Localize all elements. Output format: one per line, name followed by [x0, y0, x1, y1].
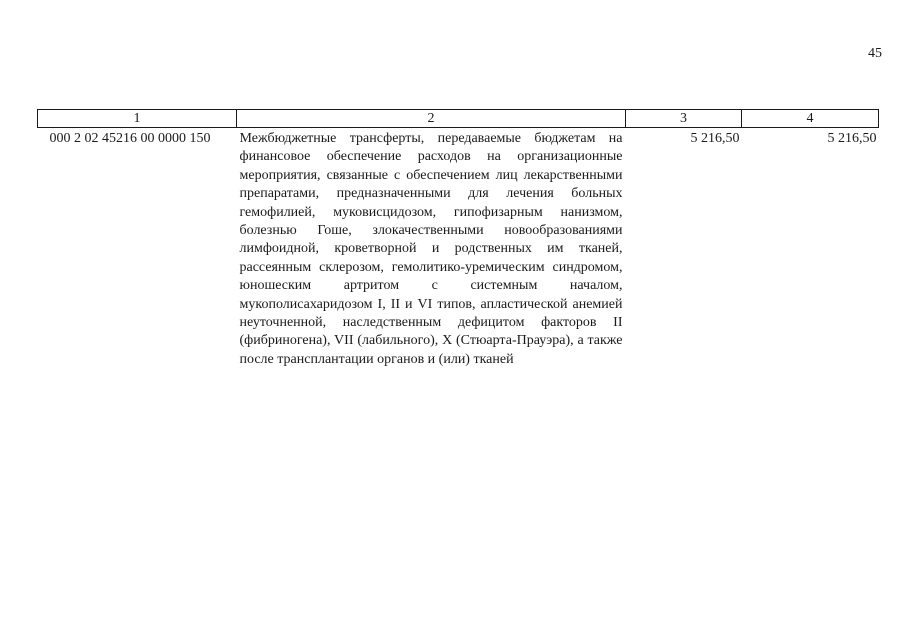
table-row [38, 128, 879, 370]
column-header-4: 4 [742, 110, 879, 128]
page-number: 45 [868, 46, 882, 61]
budget-table [37, 109, 879, 369]
header-row [38, 110, 879, 128]
column-header-1: 1 [38, 110, 237, 128]
column-header-2: 2 [237, 110, 626, 128]
amount-cell-4: 5 216,50 [827, 131, 877, 146]
description-cell: Межбюджетные трансферты, передаваемые бюджетам на финансовое обеспечение расходов на организационные мероприятия, связанные с обеспечением лиц лекарственными препаратами, предназначенными для лечения больных гемофилией, муковисцидозом, гипофизарным нанизмом, болезнью Гоше, злокачественными новообразованиями лимфоидной, кроветворной и родственных им тканей, рассеянным склерозом, гемолитико-уремическим синдромом, юношеским артритом с системным началом, мукополисахаридозом I, II и VI типов, апластической анемией неуточненной, наследственным дефицитом факторов II (фибриногена), VII (лабильного), X (Стюарта-Прауэра), а также после трансплантации органов и (или) тканей [239, 131, 623, 367]
budget-code-cell: 000 2 02 45216 00 0000 150 [49, 131, 211, 146]
column-header-3: 3 [626, 110, 742, 128]
amount-cell-3: 5 216,50 [690, 131, 740, 146]
